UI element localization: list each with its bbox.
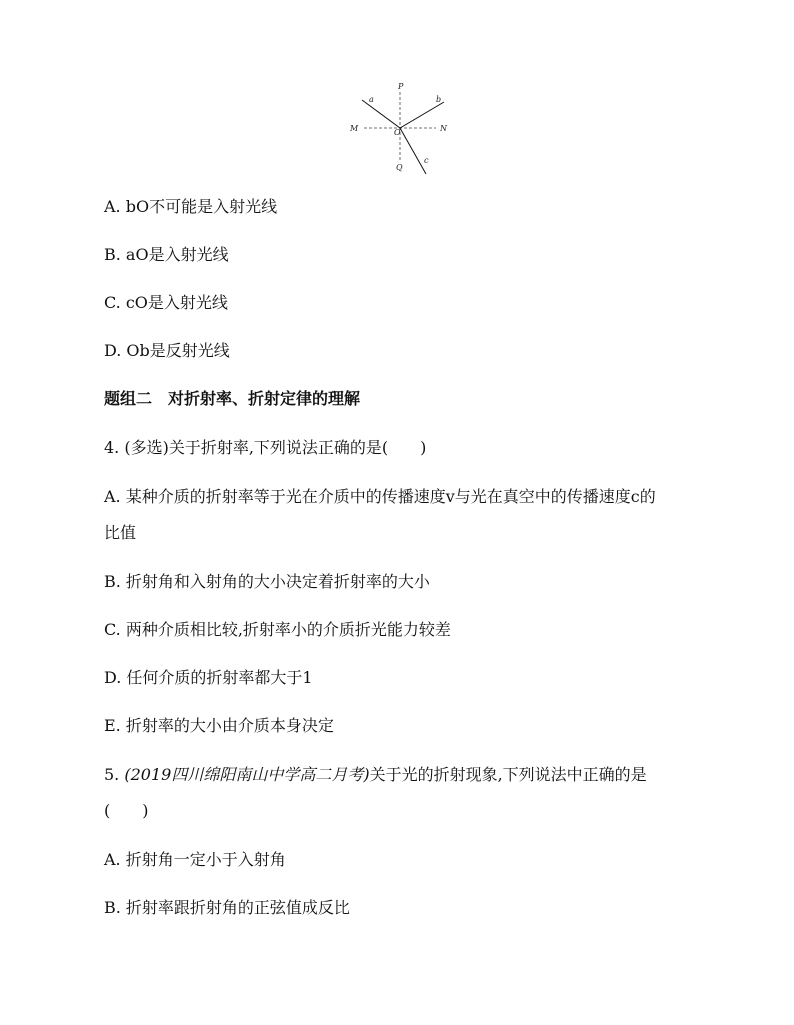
label-N: N [440,124,447,133]
q5-source: (2019四川绵阳南山中学高二月考) [124,765,370,784]
q5-option-a: A. 折射角一定小于入射角 [104,850,286,869]
q5-stem-line [104,765,647,785]
q3-option-d: D. Ob是反射光线 [104,341,230,360]
label-O: O [394,128,401,137]
label-Q: Q [396,163,403,172]
label-a: a [369,95,374,104]
q4-option-a-line1: A. 某种介质的折射率等于光在介质中的传播速度v与光在真空中的传播速度c的 [104,487,656,506]
ray-aO [362,100,400,128]
q5-number: 5. [104,765,125,784]
q3-option-b: B. aO是入射光线 [104,245,229,264]
label-c: c [424,156,429,165]
ray-bO [400,102,444,128]
q4-option-c: C. 两种介质相比较,折射率小的介质折光能力较差 [104,620,451,639]
label-P: P [398,82,404,91]
q4-option-b: B. 折射角和入射角的大小决定着折射率的大小 [104,572,430,591]
q4-option-a-line2: 比值 [104,523,137,542]
label-b: b [436,95,442,104]
label-M: M [350,124,359,133]
section-title: 题组二 对折射率、折射定律的理解 [104,389,361,408]
q3-option-c: C. cO是入射光线 [104,293,228,312]
q3-option-a: A. bO不可能是入射光线 [104,197,278,216]
q5-option-b: B. 折射率跟折射角的正弦值成反比 [104,898,350,917]
q5-stem: 关于光的折射现象,下列说法中正确的是 [369,765,647,784]
refraction-diagram [340,78,460,178]
q5-answer-paren: ( ) [104,801,149,820]
q4-stem: 4. (多选)关于折射率,下列说法正确的是( ) [104,438,427,457]
q4-option-d: D. 任何介质的折射率都大于1 [104,668,313,687]
ray-diagram-svg [340,78,460,178]
q4-option-e: E. 折射率的大小由介质本身决定 [104,716,334,735]
ray-cO [400,128,426,174]
